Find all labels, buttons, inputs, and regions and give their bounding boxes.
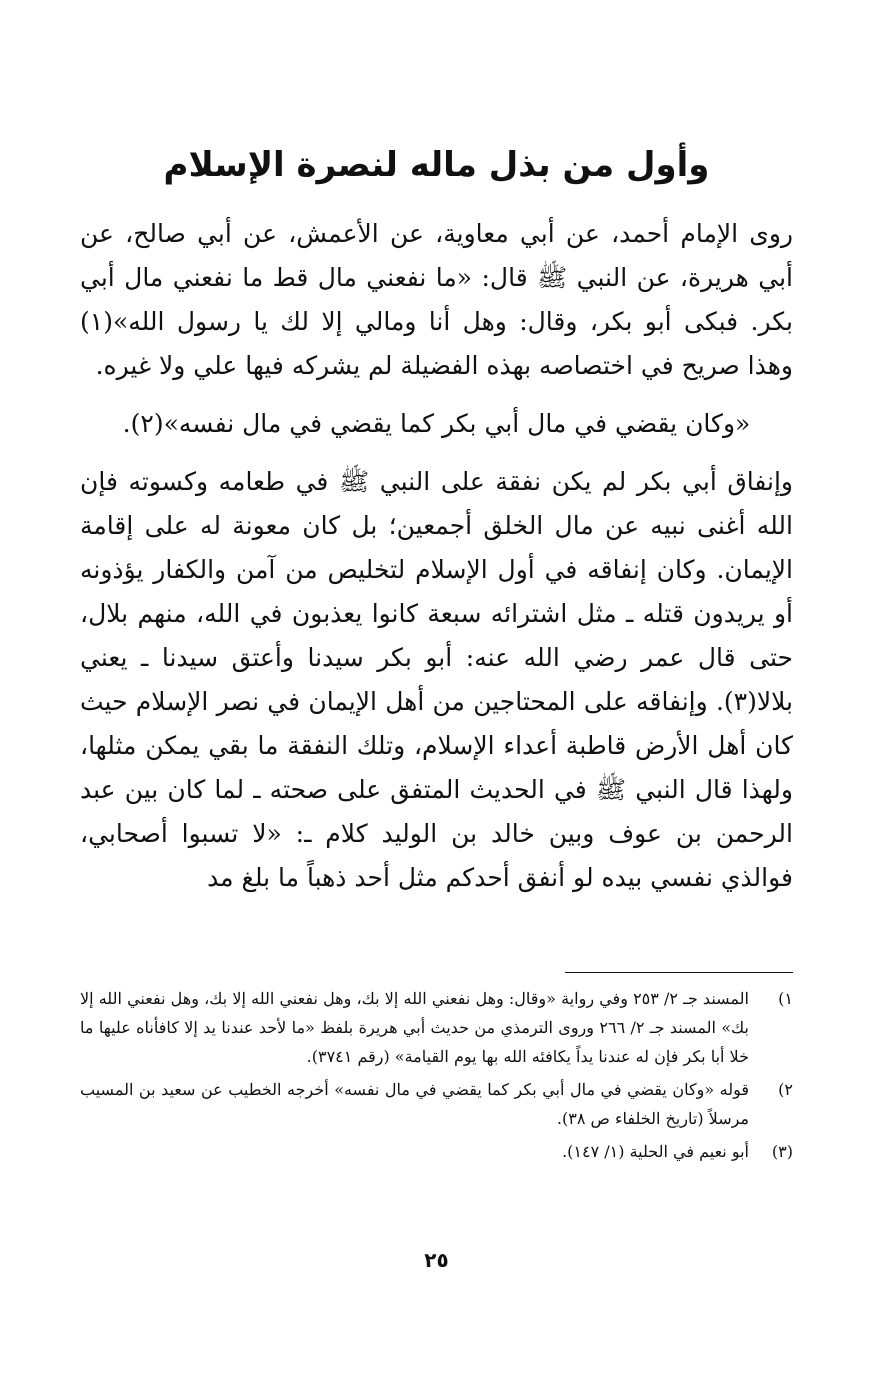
main-text	[80, 212, 793, 900]
footnote-text: أبو نعيم في الحلية (١/ ١٤٧).	[562, 1142, 749, 1161]
footnote-item	[80, 984, 793, 1071]
page-number: ٢٥	[424, 1248, 449, 1272]
paragraph-ahmad-narration: روى الإمام أحمد، عن أبي معاوية، عن الأعمش، عن أبي صالح، عن أبي هريرة، عن النبي ﷺ قال: «ما نفعني مال قط ما نفعني مال أبي بكر. فبكى أبو بكر، وقال: وهل أنا ومالي إلا لك يا رسول الله»(١) وهذا صريح في اختصاصه بهذه الفضيلة لم يشركه فيها علي ولا غيره.	[80, 219, 793, 380]
footnote-divider	[565, 972, 793, 973]
footnote-item	[80, 1137, 793, 1166]
page-title: وأول من بذل ماله لنصرة الإسلام	[163, 145, 710, 185]
footnote-marker: (٣)	[771, 1142, 793, 1161]
paragraph-spending: وإنفاق أبي بكر لم يكن نفقة على النبي ﷺ في طعامه وكسوته فإن الله أغنى نبيه عن مال الخلق أجمعين؛ بل كان معونة له على إقامة الإيمان. وكان إنفاقه في أول الإسلام لتخليص من آمن والكفار يؤذونه أو يريدون قتله ـ مثل اشترائه سبعة كانوا يعذبون في الله، منهم بلال، حتى قال عمر رضي الله عنه: أبو بكر سيدنا وأعتق سيدنا ـ يعني بلالا(٣). وإنفاقه على المحتاجين من أهل الإيمان في نصر الإسلام حيث كان أهل الأرض قاطبة أعداء الإسلام، وتلك النفقة ما بقي يمكن مثلها، ولهذا قال النبي ﷺ في الحديث المتفق على صحته ـ لما كان بين عبد الرحمن بن عوف وبين خالد بن الوليد كلام ـ: «لا تسبوا أصحابي، فوالذي نفسي بيده لو أنفق أحدكم مثل أحد ذهباً ما بلغ مد	[80, 467, 793, 892]
paragraph-quote: «وكان يقضي في مال أبي بكر كما يقضي في مال نفسه»(٢).	[122, 409, 751, 438]
footnote-item	[80, 1075, 793, 1133]
footnote-marker: ١)	[778, 989, 793, 1008]
footnotes	[80, 984, 793, 1170]
footnote-text: المسند جـ ٢/ ٢٥٣ وفي رواية «وقال: وهل نفعني الله إلا بك، وهل نفعني الله إلا بك، وهل نفعني الله إلا بك» المسند جـ ٢/ ٢٦٦ وروى الترمذي من حديث أبي هريرة بلفظ «ما لأحد عندنا يد إلا كافأناه عليها ما خلا أبا بكر فإن له عندنا يداً يكافئه الله بها يوم القيامة» (رقم ٣٧٤١).	[80, 989, 749, 1066]
footnote-text: قوله «وكان يقضي في مال أبي بكر كما يقضي في مال نفسه» أخرجه الخطيب عن سعيد بن المسيب مرسلاً (تاريخ الخلفاء ص ٣٨).	[80, 1080, 749, 1128]
footnote-marker: ٢)	[778, 1080, 793, 1099]
